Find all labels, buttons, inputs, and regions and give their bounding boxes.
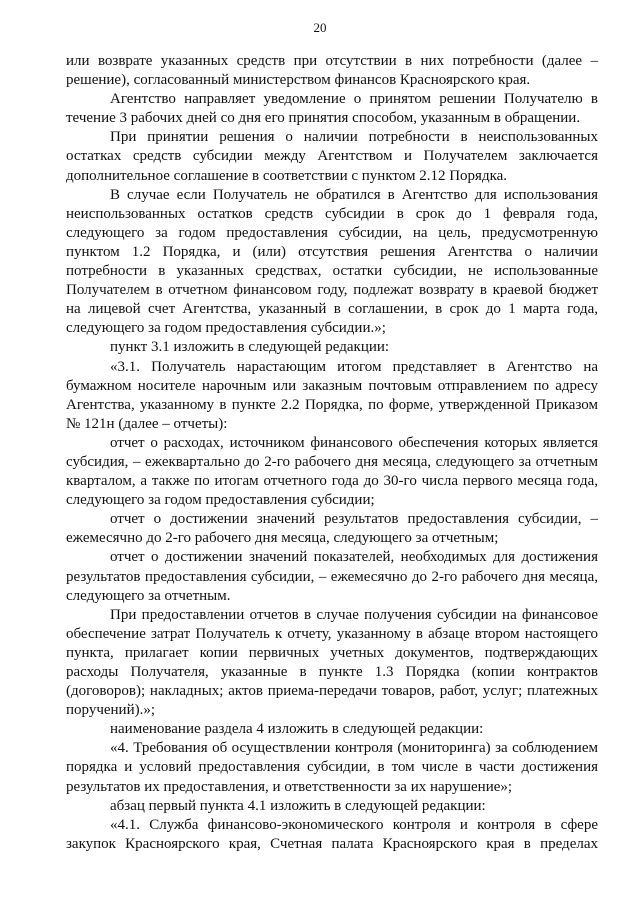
paragraph: Агентство направляет уведомление о принятом решении Получателю в течение 3 рабочих дней со дня его принятия способом, указанным в обращении. — [66, 91, 598, 127]
paragraph: пункт 3.1 изложить в следующей редакции: — [110, 339, 390, 356]
document-body — [66, 52, 598, 854]
paragraph: «3.1. Получатель нарастающим итогом представляет в Агентство на бумажном носителе нарочным или заказным почтовым отправлением по адресу Агентства, указанному в пункте 2.2 Порядка, по форме, утвержденной Приказом № 121н (далее – отчеты): — [66, 358, 598, 432]
paragraph: При принятии решения о наличии потребности в неиспользованных остатках средств субсидии между Агентством и Получателем заключается дополнительное соглашение в соответствии с пунктом 2.12 Порядка. — [66, 129, 598, 184]
paragraph: При предоставлении отчетов в случае получения субсидии на финансовое обеспечение затрат Получатель к отчету, указанному в абзаце втором настоящего пункта, прилагает копии первичных учетных документов, подтверждающих расходы Получателя, указанные в пункте 1.3 Порядка (копии контрактов (договоров); накладных; актов приема-передачи товаров, работ, услуг; платежных поручений).»; — [66, 606, 598, 719]
paragraph: отчет о расходах, источником финансового обеспечения которых является субсидия, – ежеквартально до 2-го рабочего дня месяца, следующего за отчетным кварталом, а также по итогам отчетного года до 30-го числа первого месяца года, следующего за годом предоставления субсидии; — [66, 434, 598, 509]
paragraph: отчет о достижении значений результатов предоставления субсидии, – ежемесячно до 2-го рабочего дня месяца, следующего за отчетным; — [66, 511, 598, 547]
page-number: 20 — [313, 20, 327, 35]
paragraph: «4. Требования об осуществлении контроля (мониторинга) за соблюдением порядка и условий предоставления субсидии, в том числе в части достижения результатов их предоставления, и ответственности за их нарушение»; — [66, 740, 598, 795]
paragraph: или возврате указанных средств при отсутствии в них потребности (далее – решение), согласованный министерством финансов Красноярского края. — [66, 53, 598, 89]
paragraph: «4.1. Служба финансово-экономического контроля и контроля в сфере закупок Красноярского края, Счетная палата Красноярского края в пределах — [66, 816, 598, 852]
paragraph: В случае если Получатель не обратился в Агентство для использования неиспользованных остатков средств субсидии в срок до 1 февраля года, следующего за годом предоставления субсидии, на цель, предусмотренную пунктом 1.2 Порядка, и (или) отсутствия решения Агентства о наличии потребности в указанных средствах, остатки субсидии, не использованные Получателем в отчетном финансовом году, подлежат возврату в краевой бюджет на лицевой счет Агентства, указанный в соглашении, в срок до 1 марта года, следующего за годом предоставления субсидии.»; — [66, 186, 598, 337]
paragraph: абзац первый пункта 4.1 изложить в следующей редакции: — [110, 797, 486, 814]
paragraph: отчет о достижении значений показателей, необходимых для достижения результатов предоставления субсидии, – ежемесячно до 2-го рабочего дня месяца, следующего за отчетным. — [66, 549, 598, 604]
paragraph: наименование раздела 4 изложить в следующей редакции: — [110, 721, 484, 738]
